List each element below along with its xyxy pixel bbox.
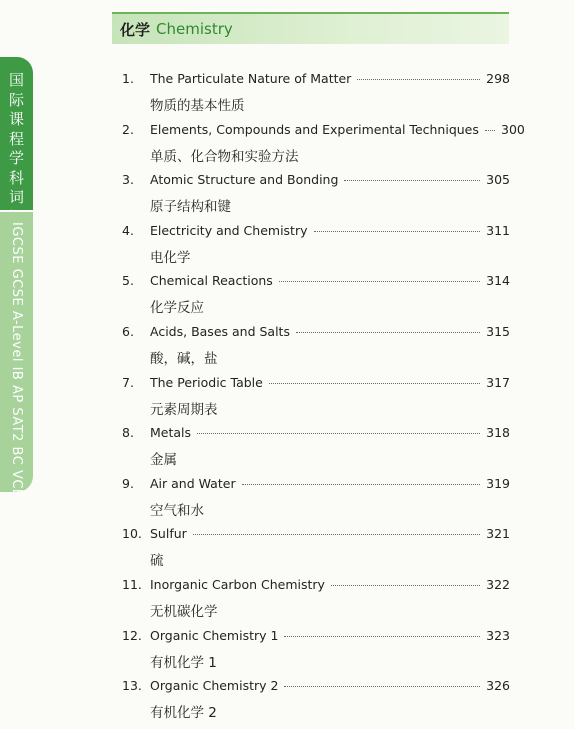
dot-leader [331, 585, 480, 586]
toc-entry[interactable] [122, 526, 510, 577]
toc-entry-row [122, 678, 510, 697]
toc-title-zh: 化学反应 [150, 300, 204, 317]
dot-leader [485, 130, 495, 131]
header-title-en: Chemistry [156, 20, 233, 38]
toc-entry-row [122, 526, 510, 545]
toc-entry[interactable] [122, 577, 510, 628]
table-of-contents [122, 71, 525, 729]
toc-title-zh: 硫 [150, 553, 164, 570]
toc-page-number: 319 [486, 475, 510, 491]
toc-number: 7. [122, 374, 134, 390]
sidebar-title-tab [0, 57, 33, 210]
toc-page-number: 318 [486, 425, 510, 441]
dot-leader [193, 534, 480, 535]
toc-page-number: 300 [501, 121, 525, 137]
toc-title-zh: 原子结构和键 [150, 199, 231, 216]
toc-number: 10. [122, 526, 142, 542]
toc-number: 3. [122, 172, 134, 188]
toc-title: Organic Chemistry 1 [150, 627, 279, 643]
toc-page-number: 321 [486, 526, 510, 542]
toc-page-number: 323 [486, 627, 510, 643]
toc-entry-row [122, 121, 525, 141]
toc-entry-row [122, 628, 510, 647]
dot-leader [284, 636, 480, 637]
toc-number: 2. [122, 121, 134, 137]
toc-title-zh: 元素周期表 [150, 401, 218, 418]
toc-page-number: 314 [486, 273, 510, 289]
toc-entry-row [122, 577, 510, 596]
toc-entry[interactable] [122, 375, 510, 426]
toc-title-zh: 物质的基本性质 [150, 98, 245, 114]
sidebar-title [9, 71, 24, 227]
toc-title: Elements, Compounds and Experimental Techniques [150, 121, 479, 137]
toc-number: 9. [122, 475, 134, 491]
sidebar-category-tab [0, 212, 33, 498]
toc-number: 8. [122, 425, 134, 441]
toc-entry[interactable] [122, 71, 510, 122]
toc-number: 13. [122, 678, 142, 694]
sidebar-title-char: 课 [8, 110, 24, 128]
toc-page-number: 315 [486, 323, 510, 339]
toc-entry[interactable] [122, 678, 510, 729]
toc-title: Air and Water [150, 475, 236, 491]
toc-title-zh: 金属 [150, 452, 177, 469]
toc-title: The Particulate Nature of Matter [150, 71, 352, 86]
toc-number: 1. [122, 71, 134, 86]
toc-entry[interactable] [122, 121, 525, 173]
dot-leader [197, 433, 480, 434]
toc-title-zh: 有机化学 1 [150, 654, 217, 671]
sidebar-title-char: 国 [8, 71, 24, 89]
dot-leader [296, 332, 480, 333]
dot-leader [242, 484, 480, 485]
toc-title: Atomic Structure and Bonding [150, 172, 339, 188]
sidebar-title-char: 科 [8, 168, 24, 187]
toc-title: The Periodic Table [150, 374, 263, 390]
toc-title-zh: 有机化学 2 [150, 705, 217, 722]
toc-entry-row [122, 273, 510, 292]
toc-number: 12. [122, 627, 142, 643]
toc-page-number: 322 [486, 576, 510, 592]
toc-entry[interactable] [122, 324, 510, 375]
toc-title-zh: 单质、化合物和实验方法 [150, 148, 299, 165]
toc-entry-row [122, 476, 510, 495]
toc-title: Inorganic Carbon Chemistry [150, 576, 325, 592]
toc-number: 11. [122, 576, 142, 592]
dot-leader [279, 281, 480, 282]
dot-leader [284, 686, 480, 687]
sidebar-title-char: 际 [8, 90, 24, 109]
toc-title-zh: 电化学 [150, 249, 191, 266]
toc-page-number: 305 [486, 172, 510, 188]
sidebar-title-char: 程 [8, 129, 24, 148]
sidebar-title-char: 词 [8, 188, 24, 206]
dot-leader [344, 180, 480, 181]
toc-title: Organic Chemistry 2 [150, 678, 279, 694]
toc-page-number: 317 [486, 374, 510, 390]
toc-entry-row [122, 375, 510, 394]
toc-entry[interactable] [122, 172, 510, 223]
dot-leader [314, 231, 481, 232]
sidebar-title-char: 学 [8, 149, 24, 167]
dot-leader [357, 79, 480, 80]
toc-page-number: 311 [486, 222, 510, 238]
toc-title-zh: 酸，碱，盐 [150, 350, 218, 367]
sidebar-categories: IGCSE GCSE A-Level IB AP SAT2 BC VCE [9, 222, 24, 498]
toc-title: Electricity and Chemistry [150, 222, 308, 238]
toc-entry-row [122, 324, 510, 343]
toc-entry[interactable] [122, 425, 510, 476]
toc-entry[interactable] [122, 476, 510, 527]
toc-number: 4. [122, 222, 134, 238]
toc-entry-row [122, 425, 510, 444]
toc-title: Sulfur [150, 526, 187, 542]
toc-title-zh: 空气和水 [150, 502, 204, 519]
toc-number: 6. [122, 323, 134, 339]
toc-page-number: 326 [486, 678, 510, 694]
toc-title: Metals [150, 425, 192, 441]
toc-entry-row [122, 71, 510, 90]
toc-entry[interactable] [122, 628, 510, 679]
toc-number: 5. [122, 273, 134, 289]
toc-title: Chemical Reactions [150, 273, 273, 289]
toc-page-number: 298 [486, 71, 510, 86]
toc-entry[interactable] [122, 223, 510, 274]
toc-title-zh: 无机碳化学 [150, 603, 218, 620]
toc-entry-row [122, 223, 510, 242]
toc-entry-row [122, 172, 510, 191]
section-header [112, 12, 509, 44]
toc-title: Acids, Bases and Salts [150, 323, 290, 339]
header-title-zh: 化学 [120, 20, 151, 39]
toc-entry[interactable] [122, 273, 510, 324]
dot-leader [269, 383, 480, 384]
